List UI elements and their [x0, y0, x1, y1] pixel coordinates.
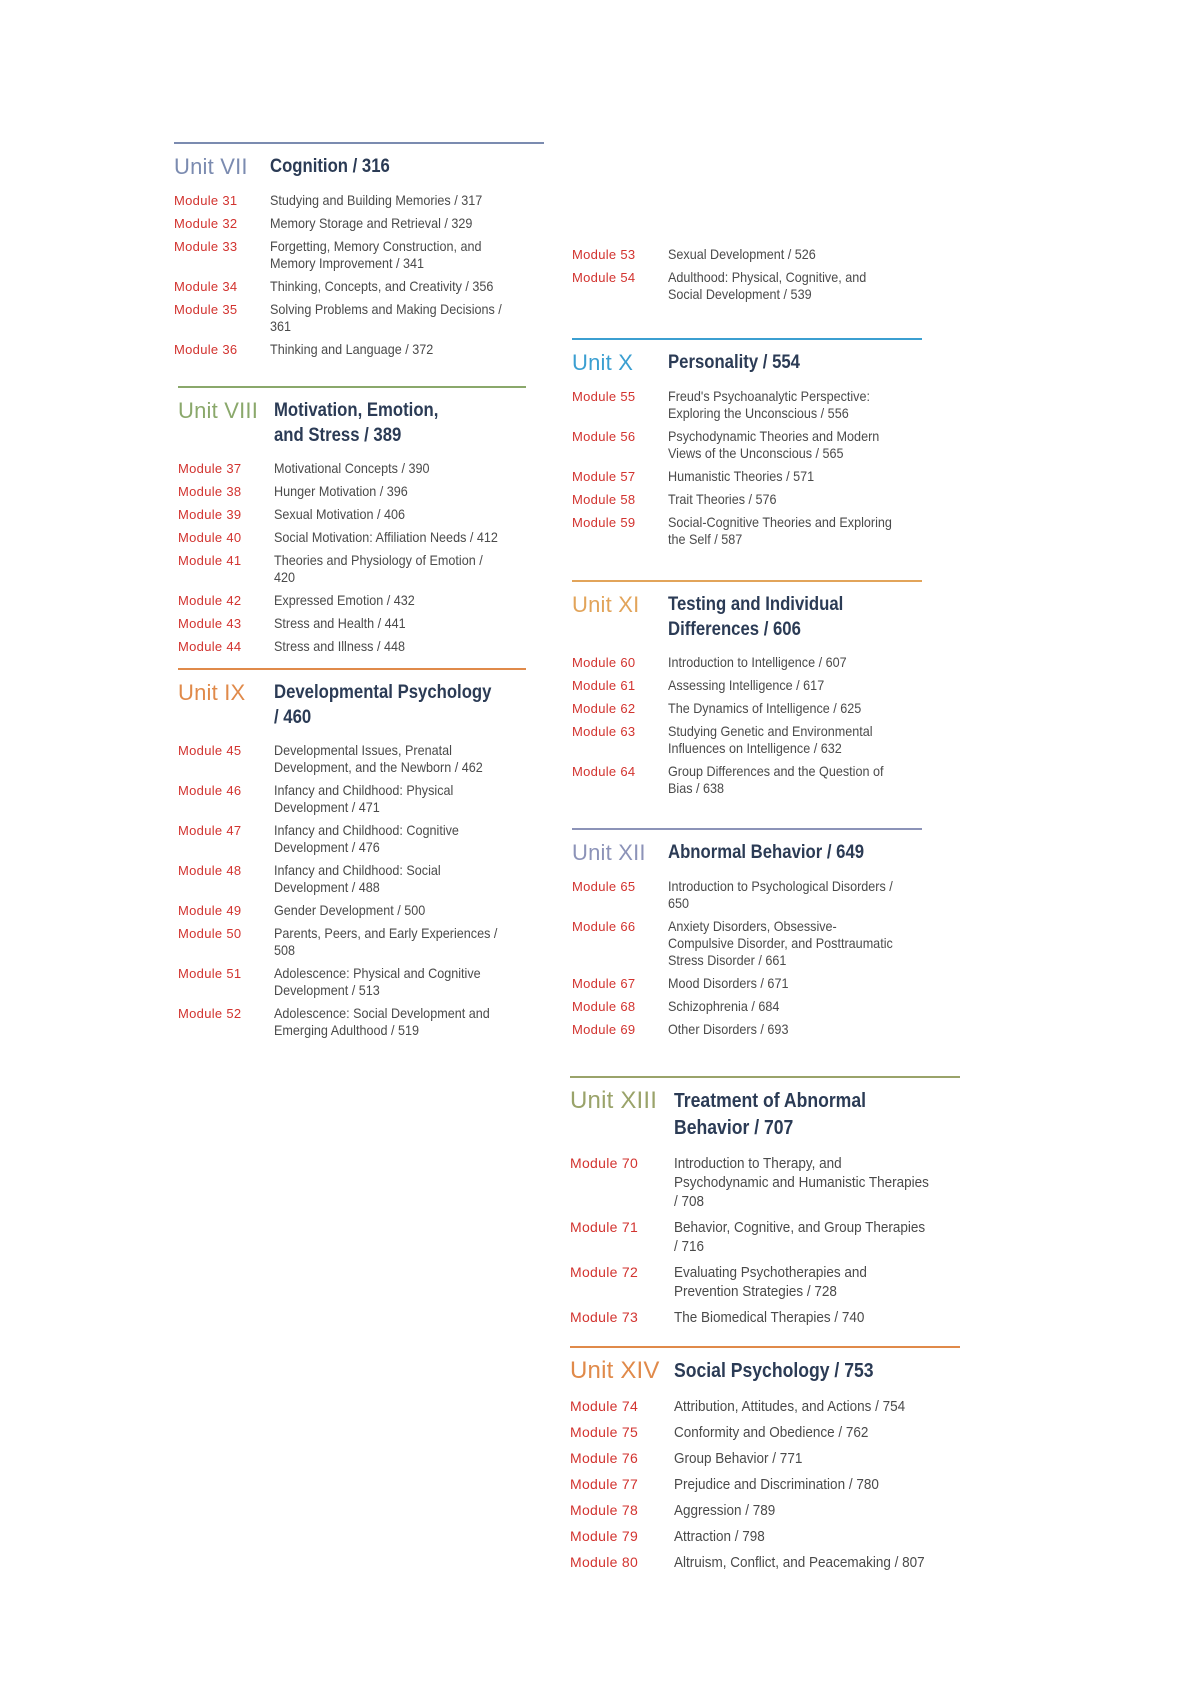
- unit-x-section: [572, 338, 922, 554]
- module-title: Schizophrenia / 684: [668, 998, 780, 1014]
- module-number: Module 49: [178, 903, 242, 918]
- module-entry[interactable]: [572, 468, 922, 485]
- module-title: Motivational Concepts / 390: [274, 460, 430, 476]
- module-entry[interactable]: [572, 975, 922, 992]
- module-title: Adulthood: Physical, Cognitive, and Social Development / 539: [668, 269, 867, 302]
- unit-xiv-section: [570, 1346, 960, 1579]
- module-entry[interactable]: [572, 723, 922, 757]
- module-entry[interactable]: [178, 615, 526, 632]
- unit-header: [174, 154, 544, 180]
- module-title: Group Differences and the Question of Bias / 638: [668, 763, 884, 796]
- module-entry[interactable]: [178, 529, 526, 546]
- unit-ix-continued-section: [572, 246, 922, 309]
- module-title: Other Disorders / 693: [668, 1021, 789, 1037]
- module-entry[interactable]: [178, 925, 526, 959]
- module-entry[interactable]: [570, 1475, 960, 1494]
- module-number: Module 53: [572, 247, 636, 262]
- module-number: Module 48: [178, 863, 242, 878]
- unit-divider: [178, 386, 526, 388]
- module-title: Humanistic Theories / 571: [668, 468, 815, 484]
- module-entry[interactable]: [174, 215, 544, 232]
- module-title: The Biomedical Therapies / 740: [674, 1309, 865, 1326]
- module-number: Module 46: [178, 783, 242, 798]
- module-number: Module 54: [572, 270, 636, 285]
- module-number: Module 33: [174, 239, 238, 254]
- module-number: Module 50: [178, 926, 242, 941]
- module-number: Module 43: [178, 616, 242, 631]
- module-number: Module 76: [570, 1450, 639, 1466]
- module-title: Expressed Emotion / 432: [274, 592, 415, 608]
- module-entry[interactable]: [178, 592, 526, 609]
- module-title: Introduction to Intelligence / 607: [668, 654, 847, 670]
- module-entry[interactable]: [570, 1397, 960, 1416]
- module-number: Module 42: [178, 593, 242, 608]
- module-title: Parents, Peers, and Early Experiences / 508: [274, 925, 498, 958]
- unit-divider: [572, 580, 922, 582]
- module-entry[interactable]: [572, 269, 922, 303]
- module-title: Social-Cognitive Theories and Exploring the Self / 587: [668, 514, 892, 547]
- module-entry[interactable]: [174, 341, 544, 358]
- unit-title[interactable]: Abnormal Behavior / 649: [668, 842, 865, 863]
- unit-number: Unit IX: [178, 680, 246, 705]
- module-entry[interactable]: [174, 192, 544, 209]
- module-number: Module 73: [570, 1309, 639, 1325]
- module-number: Module 38: [178, 484, 242, 499]
- module-list: [572, 654, 922, 797]
- module-list: [174, 192, 544, 358]
- module-number: Module 32: [174, 216, 238, 231]
- unit-header: [178, 398, 526, 448]
- module-title: Aggression / 789: [674, 1502, 776, 1519]
- module-entry[interactable]: [572, 700, 922, 717]
- unit-title[interactable]: Social Psychology / 753: [674, 1360, 874, 1382]
- module-number: Module 63: [572, 724, 636, 739]
- module-entry[interactable]: [174, 238, 544, 272]
- module-entry[interactable]: [572, 878, 922, 912]
- module-entry[interactable]: [572, 491, 922, 508]
- module-number: Module 61: [572, 678, 636, 693]
- module-entry[interactable]: [570, 1154, 960, 1211]
- module-number: Module 55: [572, 389, 636, 404]
- module-entry[interactable]: [174, 301, 544, 335]
- module-number: Module 66: [572, 919, 636, 934]
- unit-xiii-section: [570, 1076, 960, 1334]
- module-number: Module 77: [570, 1476, 639, 1492]
- module-number: Module 58: [572, 492, 636, 507]
- module-title: Studying Genetic and Environmental Influences on Intelligence / 632: [668, 723, 873, 756]
- module-entry[interactable]: [570, 1449, 960, 1468]
- module-entry[interactable]: [572, 428, 922, 462]
- module-list: [178, 742, 526, 1039]
- module-entry[interactable]: [570, 1423, 960, 1442]
- module-number: Module 68: [572, 999, 636, 1014]
- unit-number: Unit XI: [572, 592, 640, 617]
- module-number: Module 51: [178, 966, 242, 981]
- unit-vii-section: [174, 142, 544, 364]
- module-title: Infancy and Childhood: Social Development / 488: [274, 862, 441, 895]
- module-title: Assessing Intelligence / 617: [668, 677, 825, 693]
- module-number: Module 52: [178, 1006, 242, 1021]
- module-title: Sexual Development / 526: [668, 246, 816, 262]
- module-title: Conformity and Obedience / 762: [674, 1424, 869, 1441]
- module-title: Introduction to Therapy, and Psychodynamic and Humanistic Therapies / 708: [674, 1155, 929, 1210]
- module-entry[interactable]: [572, 514, 922, 548]
- module-entry[interactable]: [572, 388, 922, 422]
- unit-header: [570, 1358, 960, 1385]
- unit-divider: [174, 142, 544, 144]
- module-entry[interactable]: [570, 1553, 960, 1572]
- module-entry[interactable]: [178, 902, 526, 919]
- module-title: Introduction to Psychological Disorders / 650: [668, 878, 893, 911]
- module-number: Module 40: [178, 530, 242, 545]
- module-title: Thinking and Language / 372: [270, 341, 434, 357]
- module-title: Attraction / 798: [674, 1528, 765, 1545]
- module-number: Module 57: [572, 469, 636, 484]
- module-title: Infancy and Childhood: Cognitive Development / 476: [274, 822, 459, 855]
- module-entry[interactable]: [572, 1021, 922, 1038]
- module-number: Module 36: [174, 342, 238, 357]
- module-title: Adolescence: Physical and Cognitive Development / 513: [274, 965, 481, 998]
- unit-divider: [572, 828, 922, 830]
- unit-number: Unit XIII: [570, 1087, 658, 1114]
- module-number: Module 65: [572, 879, 636, 894]
- module-number: Module 71: [570, 1219, 639, 1235]
- module-title: Prejudice and Discrimination / 780: [674, 1476, 879, 1493]
- module-title: Infancy and Childhood: Physical Development / 471: [274, 782, 454, 815]
- unit-title[interactable]: Testing and Individual Differences / 606: [668, 594, 844, 640]
- unit-title[interactable]: Developmental Psychology / 460: [274, 682, 492, 728]
- unit-header: [570, 1088, 960, 1142]
- module-number: Module 35: [174, 302, 238, 317]
- unit-xii-section: [572, 828, 922, 1044]
- module-number: Module 64: [572, 764, 636, 779]
- module-title: Stress and Illness / 448: [274, 638, 405, 654]
- module-entry[interactable]: [572, 918, 922, 969]
- unit-header: [572, 350, 922, 376]
- module-entry[interactable]: [570, 1308, 960, 1327]
- unit-number: Unit VIII: [178, 398, 259, 423]
- module-title: Mood Disorders / 671: [668, 975, 789, 991]
- unit-divider: [570, 1346, 960, 1348]
- module-number: Module 45: [178, 743, 242, 758]
- module-entry[interactable]: [178, 460, 526, 477]
- module-number: Module 70: [570, 1155, 639, 1171]
- module-entry[interactable]: [178, 742, 526, 776]
- module-entry[interactable]: [178, 965, 526, 999]
- module-number: Module 47: [178, 823, 242, 838]
- module-number: Module 59: [572, 515, 636, 530]
- module-title: Adolescence: Social Development and Emerging Adulthood / 519: [274, 1005, 490, 1038]
- module-number: Module 37: [178, 461, 242, 476]
- module-number: Module 75: [570, 1424, 639, 1440]
- module-number: Module 44: [178, 639, 242, 654]
- module-title: Behavior, Cognitive, and Group Therapies / 716: [674, 1219, 926, 1255]
- module-title: Social Motivation: Affiliation Needs / 412: [274, 529, 498, 545]
- module-title: Gender Development / 500: [274, 902, 426, 918]
- module-number: Module 31: [174, 193, 238, 208]
- unit-number: Unit XIV: [570, 1357, 660, 1384]
- unit-number: Unit XII: [572, 840, 646, 865]
- module-title: Sexual Motivation / 406: [274, 506, 405, 522]
- module-title: Altruism, Conflict, and Peacemaking / 807: [674, 1554, 925, 1571]
- module-title: Stress and Health / 441: [274, 615, 406, 631]
- module-number: Module 41: [178, 553, 242, 568]
- unit-number: Unit X: [572, 350, 634, 375]
- module-entry[interactable]: [178, 782, 526, 816]
- module-list: [178, 460, 526, 655]
- module-entry[interactable]: [178, 483, 526, 500]
- module-list: [570, 1154, 960, 1327]
- module-title: Evaluating Psychotherapies and Prevention Strategies / 728: [674, 1264, 867, 1300]
- module-number: Module 67: [572, 976, 636, 991]
- module-entry[interactable]: [572, 654, 922, 671]
- module-title: Studying and Building Memories / 317: [270, 192, 483, 208]
- module-number: Module 62: [572, 701, 636, 716]
- module-title: Hunger Motivation / 396: [274, 483, 408, 499]
- unit-divider: [570, 1076, 960, 1078]
- module-entry[interactable]: [174, 278, 544, 295]
- module-number: Module 39: [178, 507, 242, 522]
- unit-header: [572, 592, 922, 642]
- module-title: Group Behavior / 771: [674, 1450, 803, 1467]
- unit-ix-section: [178, 668, 526, 1045]
- module-entry[interactable]: [178, 552, 526, 586]
- module-list: [570, 1397, 960, 1572]
- module-number: Module 60: [572, 655, 636, 670]
- unit-title[interactable]: Treatment of Abnormal Behavior / 707: [674, 1090, 867, 1139]
- module-entry[interactable]: [178, 638, 526, 655]
- module-number: Module 80: [570, 1554, 639, 1570]
- module-title: Developmental Issues, Prenatal Development, and the Newborn / 462: [274, 742, 483, 775]
- module-entry[interactable]: [570, 1501, 960, 1520]
- module-title: Attribution, Attitudes, and Actions / 754: [674, 1398, 906, 1415]
- module-number: Module 79: [570, 1528, 639, 1544]
- module-entry[interactable]: [178, 822, 526, 856]
- module-entry[interactable]: [178, 862, 526, 896]
- module-number: Module 74: [570, 1398, 639, 1414]
- module-title: Freud's Psychoanalytic Perspective: Exploring the Unconscious / 556: [668, 388, 870, 421]
- module-number: Module 34: [174, 279, 238, 294]
- module-title: Psychodynamic Theories and Modern Views of the Unconscious / 565: [668, 428, 880, 461]
- module-entry[interactable]: [570, 1218, 960, 1256]
- unit-viii-section: [178, 386, 526, 661]
- module-title: Anxiety Disorders, Obsessive-Compulsive Disorder, and Posttraumatic Stress Disorder / 661: [668, 918, 893, 968]
- module-number: Module 72: [570, 1264, 639, 1280]
- module-number: Module 78: [570, 1502, 639, 1518]
- unit-number: Unit VII: [174, 154, 248, 179]
- unit-title[interactable]: Cognition / 316: [270, 156, 390, 177]
- module-title: Theories and Physiology of Emotion / 420: [274, 552, 483, 585]
- unit-divider: [572, 338, 922, 340]
- module-list: [572, 388, 922, 548]
- unit-xi-section: [572, 580, 922, 803]
- module-number: Module 69: [572, 1022, 636, 1037]
- unit-title[interactable]: Motivation, Emotion, and Stress / 389: [274, 400, 439, 446]
- module-title: The Dynamics of Intelligence / 625: [668, 700, 862, 716]
- module-title: Forgetting, Memory Construction, and Memory Improvement / 341: [270, 238, 482, 271]
- unit-title[interactable]: Personality / 554: [668, 352, 800, 373]
- module-entry[interactable]: [572, 763, 922, 797]
- module-entry[interactable]: [178, 1005, 526, 1039]
- module-entry[interactable]: [178, 506, 526, 523]
- module-title: Thinking, Concepts, and Creativity / 356: [270, 278, 494, 294]
- module-list: [572, 246, 922, 303]
- module-title: Trait Theories / 576: [668, 491, 777, 507]
- module-entry[interactable]: [572, 246, 922, 263]
- module-number: Module 56: [572, 429, 636, 444]
- module-list: [572, 878, 922, 1038]
- module-entry[interactable]: [572, 677, 922, 694]
- module-title: Memory Storage and Retrieval / 329: [270, 215, 473, 231]
- module-entry[interactable]: [570, 1527, 960, 1546]
- unit-header: [572, 840, 922, 866]
- unit-divider: [178, 668, 526, 670]
- module-entry[interactable]: [570, 1263, 960, 1301]
- module-title: Solving Problems and Making Decisions / 361: [270, 301, 502, 334]
- unit-header: [178, 680, 526, 730]
- module-entry[interactable]: [572, 998, 922, 1015]
